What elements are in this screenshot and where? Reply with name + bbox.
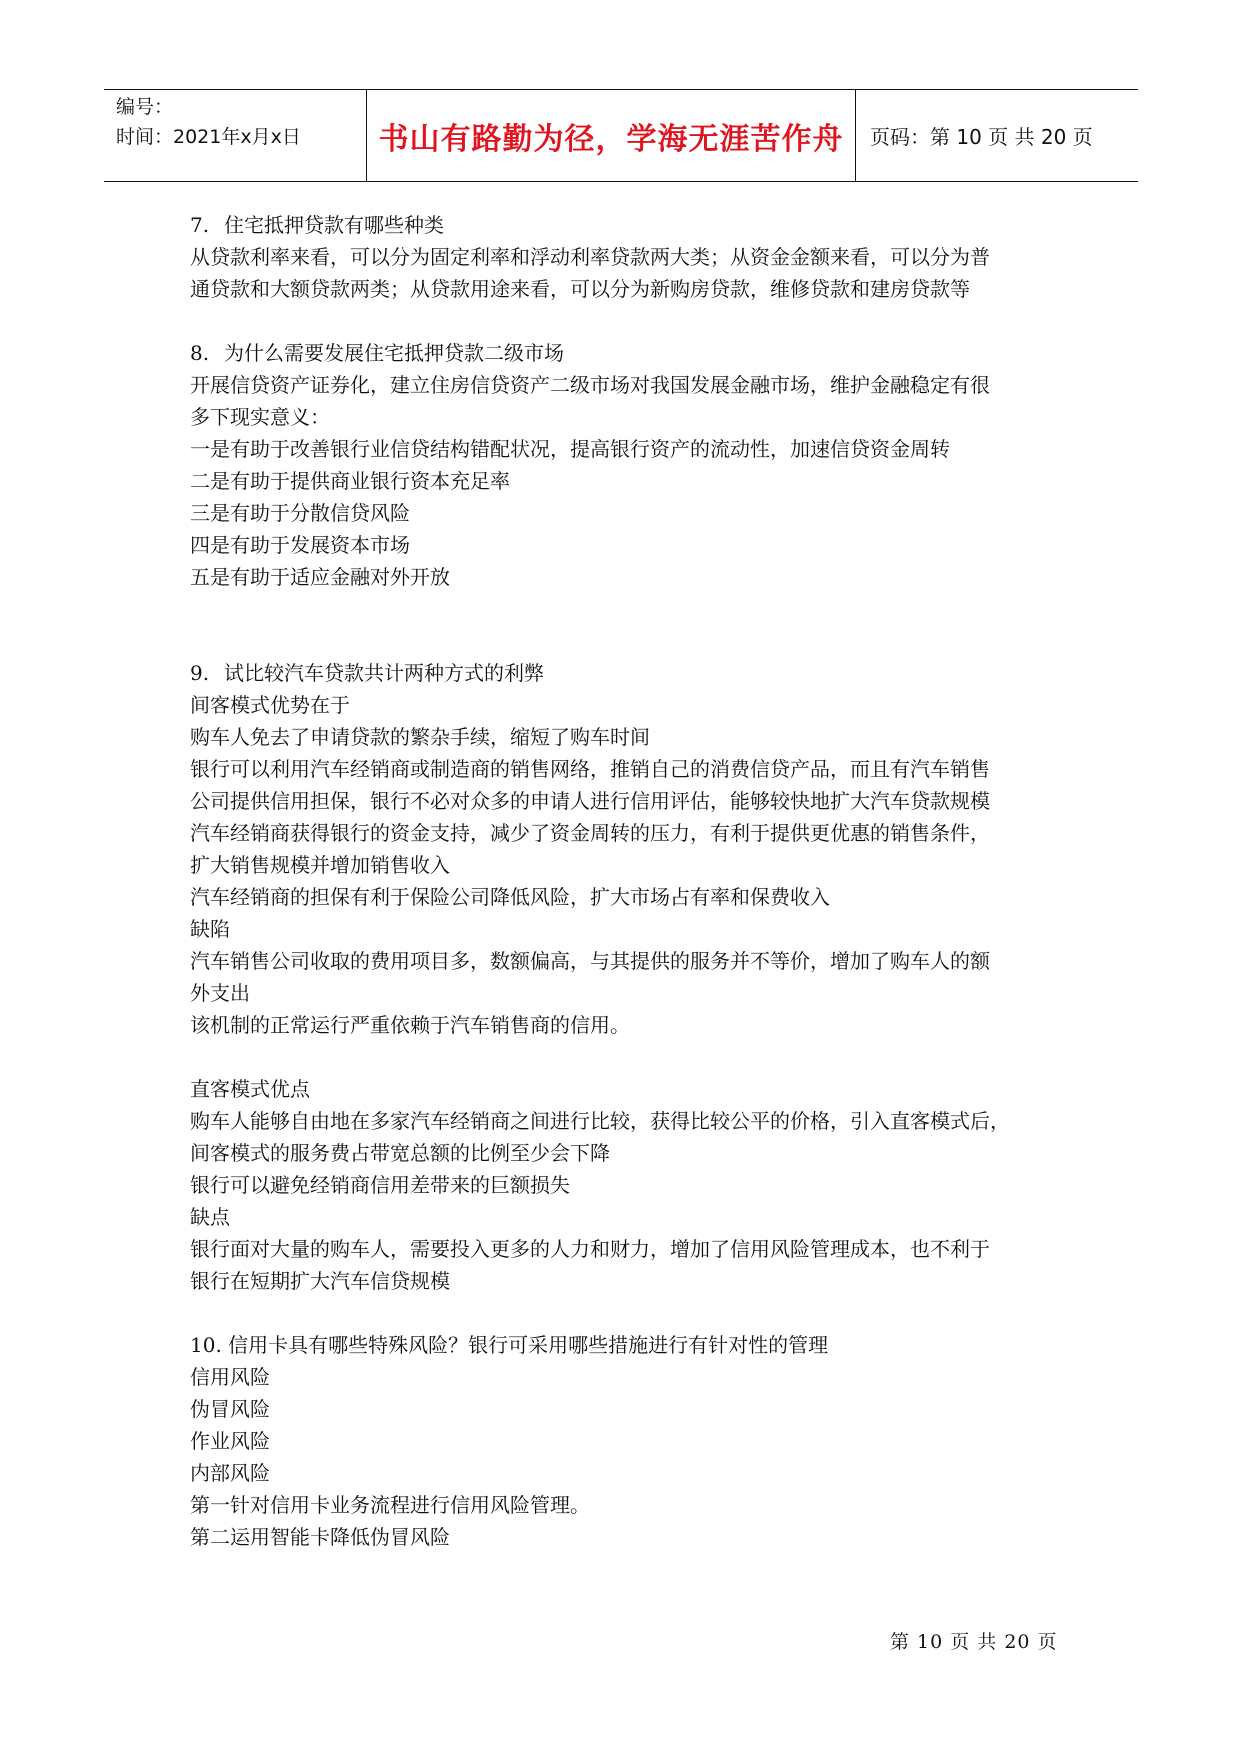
paragraph-line: 间客模式优势在于	[190, 693, 350, 717]
paragraph-line: 外支出	[190, 981, 250, 1005]
spacer	[190, 593, 1070, 657]
list-item: 信用风险	[190, 1365, 270, 1389]
page-footer: 第 10 页 共 20 页	[890, 1631, 1058, 1653]
list-item: 作业风险	[190, 1429, 270, 1453]
paragraph-line: 公司提供信用担保，银行不必对众多的申请人进行信用评估，能够较快地扩大汽车贷款规模	[190, 789, 990, 813]
paragraph-line: 开展信贷资产证券化，建立住房信贷资产二级市场对我国发展金融市场，维护金融稳定有很	[190, 373, 990, 397]
header-motto: 书山有路勤为径，学海无涯苦作舟	[367, 90, 856, 181]
paragraph-line: 银行面对大量的购车人，需要投入更多的人力和财力，增加了信用风险管理成本，也不利于	[190, 1237, 990, 1261]
question-number: 7.	[190, 213, 210, 237]
spacer	[190, 305, 1070, 337]
paragraph-line: 购车人免去了申请贷款的繁杂手续，缩短了购车时间	[190, 725, 650, 749]
time-label: 时间：2021年x月x日	[116, 126, 301, 148]
paragraph-line: 通贷款和大额贷款两类；从贷款用途来看，可以分为新购房贷款，维修贷款和建房贷款等	[190, 277, 970, 301]
paragraph-line: 该机制的正常运行严重依赖于汽车销售商的信用。	[190, 1013, 630, 1037]
list-item: 一是有助于改善银行业信贷结构错配状况，提高银行资产的流动性，加速信贷资金周转	[190, 437, 950, 461]
paragraph-line: 间客模式的服务费占带宽总额的比例至少会下降	[190, 1141, 610, 1165]
question-text: 试比较汽车贷款共计两种方式的利弊	[224, 661, 544, 685]
paragraph-line: 多下现实意义：	[190, 405, 330, 429]
question-10-title: 10. 信用卡具有哪些特殊风险？银行可采用哪些措施进行有针对性的管理	[190, 1333, 829, 1357]
paragraph-line: 从贷款利率来看，可以分为固定利率和浮动利率贷款两大类；从资金金额来看，可以分为普	[190, 245, 990, 269]
paragraph-line: 直客模式优点	[190, 1077, 310, 1101]
spacer	[190, 1297, 1070, 1329]
list-item: 四是有助于发展资本市场	[190, 533, 410, 557]
list-item: 伪冒风险	[190, 1397, 270, 1421]
page-header	[104, 89, 1138, 182]
paragraph-line: 汽车销售公司收取的费用项目多，数额偏高，与其提供的服务并不等价，增加了购车人的额	[190, 949, 990, 973]
paragraph-line: 缺陷	[190, 917, 230, 941]
list-item: 三是有助于分散信贷风险	[190, 501, 410, 525]
header-page-label: 页码：第 10 页 共 20 页	[870, 125, 1093, 149]
paragraph-line: 扩大销售规模并增加销售收入	[190, 853, 450, 877]
question-9-title	[190, 657, 1070, 689]
question-text: 为什么需要发展住宅抵押贷款二级市场	[224, 341, 564, 365]
paragraph-line: 第一针对信用卡业务流程进行信用风险管理。	[190, 1493, 590, 1517]
question-text: 住宅抵押贷款有哪些种类	[224, 213, 444, 237]
question-number: 9.	[190, 661, 210, 685]
question-7-title	[190, 209, 1070, 241]
paragraph-line: 银行在短期扩大汽车信贷规模	[190, 1269, 450, 1293]
spacer	[190, 1041, 1070, 1073]
paragraph-line: 银行可以避免经销商信用差带来的巨额损失	[190, 1173, 570, 1197]
header-meta	[104, 90, 367, 181]
paragraph-line: 第二运用智能卡降低伪冒风险	[190, 1525, 450, 1549]
paragraph-line: 缺点	[190, 1205, 230, 1229]
question-number: 8.	[190, 341, 210, 365]
paragraph-line: 银行可以利用汽车经销商或制造商的销售网络，推销自己的消费信贷产品，而且有汽车销售	[190, 757, 990, 781]
list-item: 五是有助于适应金融对外开放	[190, 565, 450, 589]
question-8-title	[190, 337, 1070, 369]
list-item: 内部风险	[190, 1461, 270, 1485]
paragraph-line: 汽车经销商的担保有利于保险公司降低风险，扩大市场占有率和保费收入	[190, 885, 830, 909]
paragraph-line: 购车人能够自由地在多家汽车经销商之间进行比较，获得比较公平的价格，引入直客模式后，	[190, 1109, 1010, 1133]
paragraph-line: 汽车经销商获得银行的资金支持，减少了资金周转的压力，有利于提供更优惠的销售条件，	[190, 821, 990, 845]
list-item: 二是有助于提供商业银行资本充足率	[190, 469, 510, 493]
document-body	[190, 209, 1070, 1553]
serial-label: 编号：	[116, 96, 174, 118]
